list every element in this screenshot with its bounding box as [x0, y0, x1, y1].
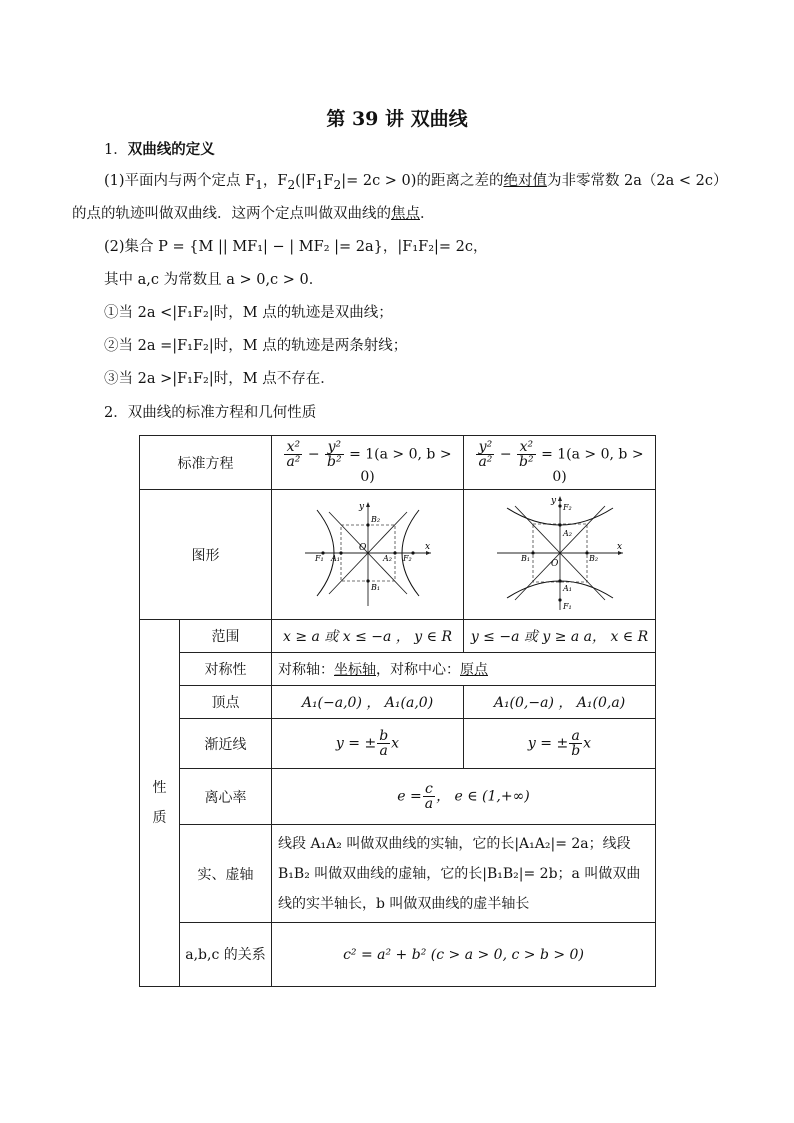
- svg-text:x: x: [616, 541, 622, 552]
- asymptote-1: y = ± $\frac{b}{a}$ x: [272, 719, 464, 769]
- svg-text:B₂: B₂: [370, 514, 380, 524]
- svg-text:A₁: A₁: [562, 583, 572, 593]
- range-row: [140, 620, 656, 653]
- vertex-2: A₁(0,−a) ， A₁(0,a): [464, 686, 656, 719]
- abs-value-term: 绝对值: [503, 173, 547, 189]
- eccentricity-label: 离心率: [180, 769, 272, 825]
- eccentricity-row: [140, 769, 656, 825]
- set-definition: (2)集合 P = {M || MF₁| − | MF₂ |= 2a}，|F₁F₂|= 2c，: [104, 239, 488, 255]
- asymptote-2: y = ± $\frac{a}{b}$ x: [464, 719, 656, 769]
- properties-table: [139, 435, 656, 987]
- case-1: ①当 2a <|F₁F₂|时，M 点的轨迹是双曲线；: [104, 305, 393, 321]
- std-equation-2: $\frac{\text{y²}}{\text{a²}}$ − $\frac{\text{x²}}{\text{b²}}$ = 1(a > 0, b > 0): [464, 436, 656, 490]
- svg-text:y: y: [550, 495, 556, 506]
- svg-text:B₁: B₁: [520, 553, 530, 563]
- figure-horizontal-hyperbola: [272, 490, 464, 620]
- svg-text:B₁: B₁: [370, 582, 380, 592]
- std-equation-1: $\frac{\text{x²}}{\text{a²}}$ − $\frac{\text{y²}}{\text{b²}}$ = 1(a > 0, b > 0): [272, 436, 464, 490]
- svg-text:y: y: [358, 501, 364, 512]
- focus-term: 焦点: [391, 206, 420, 222]
- symmetry-value: 对称轴：坐标轴，对称中心：原点: [272, 653, 656, 686]
- constants-note: 其中 a,c 为常数且 a > 0,c > 0．: [104, 272, 324, 288]
- svg-text:F₂: F₂: [562, 502, 572, 512]
- definition-line-1: (1)平面内与两个定点 $F_1$，$F_2(|F_1F_2|= 2c > 0)$的距离之差的绝对值为非零常数 2a（2a < 2c）: [104, 173, 728, 192]
- definition-line-2: 的点的轨迹叫做双曲线．这两个定点叫做双曲线的焦点．: [72, 206, 435, 222]
- svg-text:A₁: A₁: [330, 553, 340, 563]
- eccentricity-value: e = $\frac{c}{a}$ ， e ∈ (1,+∞): [272, 769, 656, 825]
- symmetry-row: [140, 653, 656, 686]
- page-title: 第 39 讲 双曲线: [326, 108, 468, 130]
- axes-label: 实、虚轴: [180, 825, 272, 923]
- figure-row: [140, 490, 656, 620]
- std-equation-row: [140, 436, 656, 490]
- svg-text:O: O: [550, 558, 558, 569]
- svg-text:F₁: F₁: [314, 553, 324, 563]
- range-1: x ≥ a 或 x ≤ −a ， y ∈ R: [272, 620, 464, 653]
- svg-text:A₂: A₂: [382, 553, 392, 563]
- section1-heading: 1．双曲线的定义: [104, 141, 215, 158]
- axes-row: [140, 825, 656, 923]
- relation-row: [140, 923, 656, 987]
- case-3: ③当 2a >|F₁F₂|时，M 点不存在．: [104, 371, 335, 387]
- svg-text:A₂: A₂: [562, 528, 572, 538]
- std-equation-label: 标准方程: [140, 436, 272, 490]
- properties-label: 性 质: [140, 620, 180, 987]
- relation-label: a,b,c 的关系: [180, 923, 272, 987]
- vertex-label: 顶点: [180, 686, 272, 719]
- asymptote-label: 渐近线: [180, 719, 272, 769]
- svg-text:x: x: [424, 541, 430, 552]
- figure-vertical-hyperbola: [464, 490, 656, 620]
- section2-heading: 2．双曲线的标准方程和几何性质: [104, 405, 317, 421]
- horizontal-hyperbola-diagram: [303, 498, 433, 608]
- range-2: y ≤ −a 或 y ≥ a a， x ∈ R: [464, 620, 656, 653]
- vertex-1: A₁(−a,0) ， A₁(a,0): [272, 686, 464, 719]
- symmetry-label: 对称性: [180, 653, 272, 686]
- svg-text:F₁: F₁: [562, 601, 572, 611]
- figure-label: 图形: [140, 490, 272, 620]
- svg-text:B₂: B₂: [588, 553, 598, 563]
- vertical-hyperbola-diagram: [495, 494, 625, 612]
- svg-text:F₂: F₂: [402, 553, 412, 563]
- relation-value: c² = a² + b² (c > a > 0, c > b > 0): [272, 923, 656, 987]
- svg-text:O: O: [358, 542, 366, 553]
- asymptote-row: [140, 719, 656, 769]
- vertex-row: [140, 686, 656, 719]
- axes-description: 线段 A₁A₂ 叫做双曲线的实轴，它的长|A₁A₂|= 2a；线段 B₁B₂ 叫做双曲线的虚轴，它的长|B₁B₂|= 2b；a 叫做双曲线的实半轴长，b 叫做双曲线的虚半轴长: [272, 825, 656, 923]
- case-2: ②当 2a =|F₁F₂|时，M 点的轨迹是两条射线；: [104, 338, 408, 354]
- range-label: 范围: [180, 620, 272, 653]
